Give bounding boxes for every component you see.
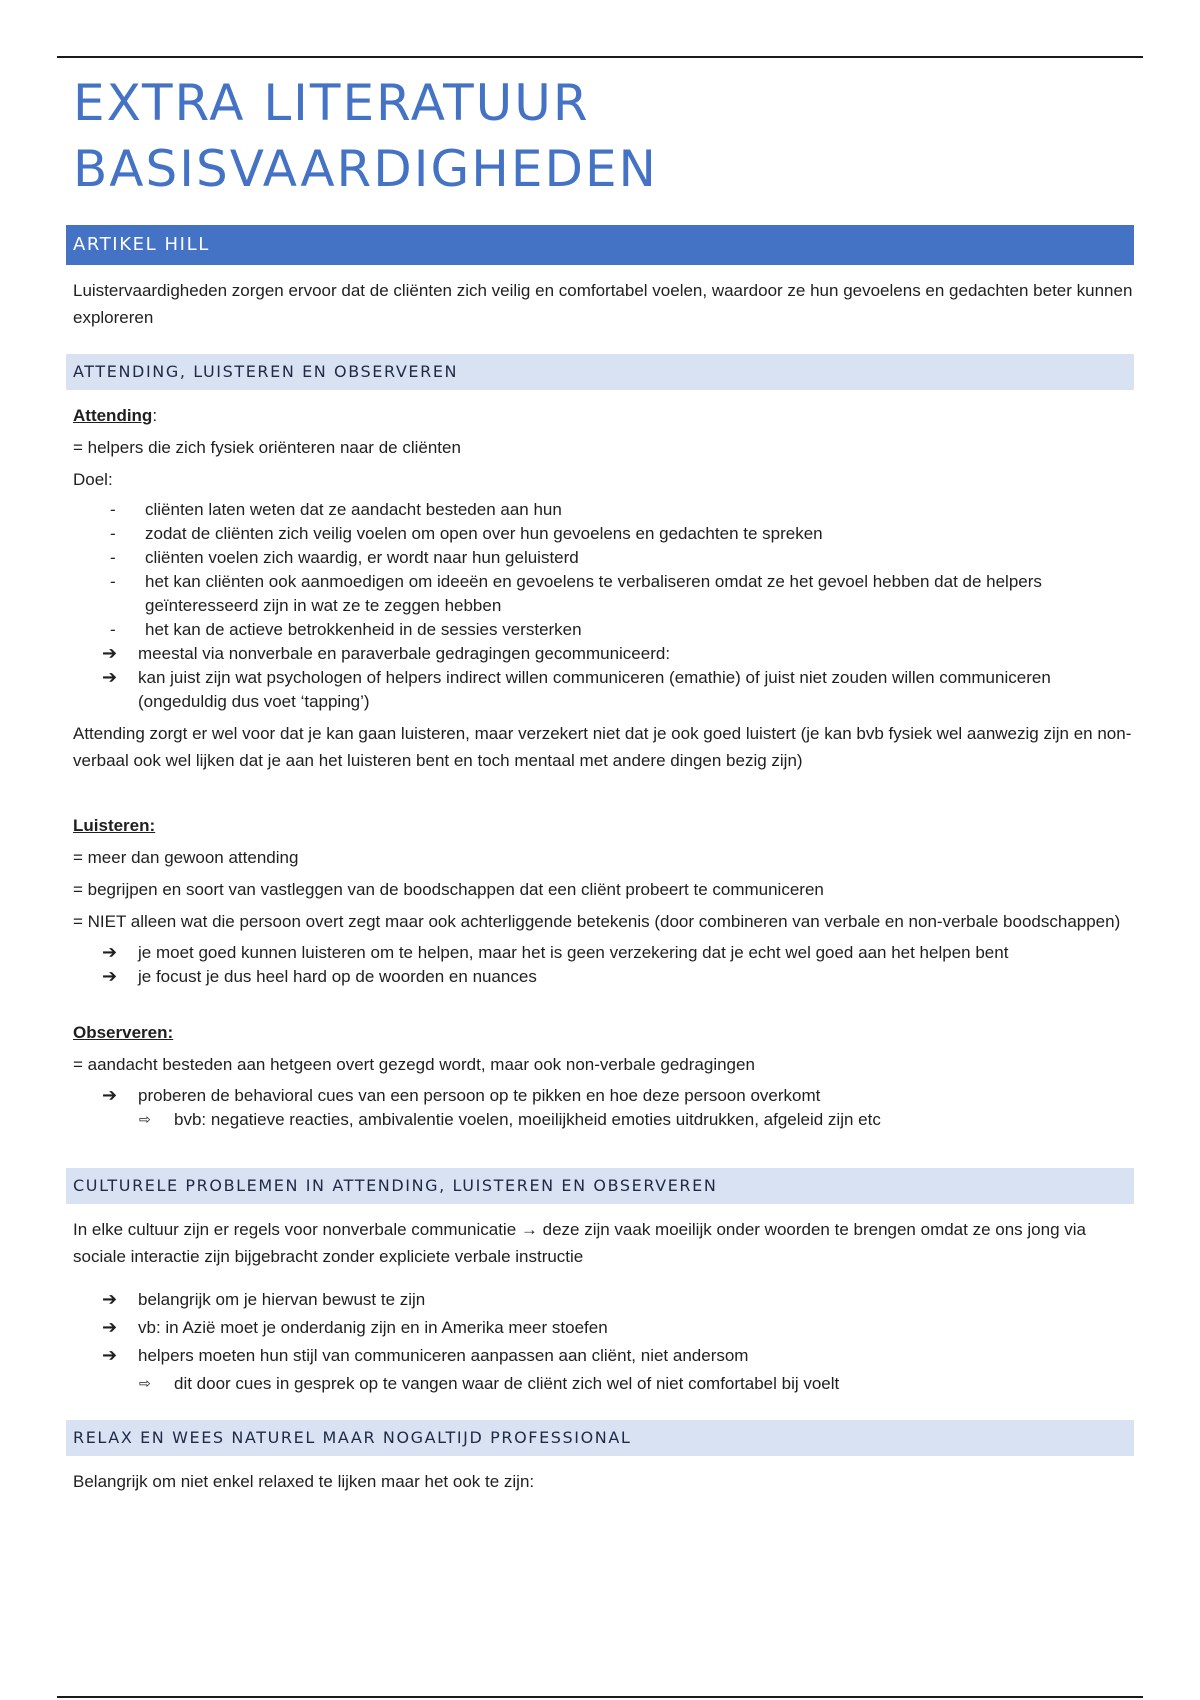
list-item: - zodat de cliënten zich veilig voelen om open over hun gevoelens en gedachten te spreken bbox=[66, 522, 1134, 546]
list-item: - cliënten voelen zich waardig, er wordt naar hun geluisterd bbox=[66, 546, 1134, 570]
dash-bullet: - bbox=[110, 524, 116, 543]
hill-intro: Luistervaardigheden zorgen ervoor dat de cliënten zich veilig en comfortabel voelen, waardoor ze hun gevoelens en gedachten beter kunnen exploreren bbox=[73, 281, 1133, 327]
attending-term-line bbox=[66, 402, 1134, 429]
heading-attending-luisteren-observeren: ATTENDING, LUISTEREN EN OBSERVEREN bbox=[66, 354, 1134, 390]
heading-relax: RELAX EN WEES NATUREL MAAR NOGALTIJD PROFESSIONAL bbox=[66, 1420, 1134, 1456]
document-title bbox=[73, 70, 1134, 202]
bottom-rule bbox=[57, 1696, 1143, 1698]
arrow-bullet-icon: ➔ bbox=[102, 643, 118, 664]
arrow-bullet-icon: ➔ bbox=[102, 1085, 118, 1106]
cultural-arrow-list bbox=[66, 1286, 1134, 1370]
list-item: ➔ meestal via nonverbale en paraverbale gedragingen gecommuniceerd: bbox=[102, 643, 671, 664]
attending-note: Attending zorgt er wel voor dat je kan gaan luisteren, maar verzekert niet dat je ook goed luistert (je kan bvb fysiek wel aanwezig zijn en non-verbaal ook wel lijken dat je aan het luisteren bent en toch mentaal met andere dingen bezig zijn) bbox=[73, 724, 1132, 770]
dash-bullet: - bbox=[110, 620, 116, 639]
observeren-term: Observeren: bbox=[73, 1023, 174, 1042]
list-item: - het kan de actieve betrokkenheid in de sessies versterken bbox=[66, 618, 1134, 642]
arrow-bullet-icon: ➔ bbox=[102, 667, 118, 688]
arrow-bullet-icon: ➔ bbox=[102, 1289, 118, 1310]
list-item: ➔ je moet goed kunnen luisteren om te helpen, maar het is geen verzekering dat je echt wel goed aan het helpen bent bbox=[102, 942, 1009, 963]
attending-term-suffix: : bbox=[152, 406, 158, 425]
title-line-2: BASISVAARDIGHEDEN bbox=[73, 140, 658, 198]
luisteren-arrow-list bbox=[66, 941, 1134, 989]
title-line-1: EXTRA LITERATUUR bbox=[73, 74, 590, 132]
arrow-bullet-icon: ➔ bbox=[102, 1317, 118, 1338]
attending-goals-list bbox=[66, 498, 1134, 642]
list-item: ➔ vb: in Azië moet je onderdanig zijn en in Amerika meer stoefen bbox=[66, 1314, 1134, 1342]
luisteren-term: Luisteren: bbox=[73, 816, 156, 835]
sub-arrow-icon: ⇨ bbox=[139, 1112, 151, 1128]
list-item: ➔ kan juist zijn wat psychologen of helpers indirect willen communiceren (emathie) of juist niet zouden willen communiceren (ongeduldig dus voet ‘tapping’) bbox=[102, 667, 1051, 711]
list-item: ➔ je focust je dus heel hard op de woorden en nuances bbox=[102, 966, 537, 987]
observeren-definition: = aandacht besteden aan hetgeen overt gezegd wordt, maar ook non-verbale gedragingen bbox=[73, 1055, 755, 1074]
heading-culturele-problemen: CULTURELE PROBLEMEN IN ATTENDING, LUISTEREN EN OBSERVEREN bbox=[66, 1168, 1134, 1204]
attending-arrow-list bbox=[66, 642, 1134, 714]
list-item: - het kan cliënten ook aanmoedigen om ideeën en gevoelens te verbaliseren omdat ze het gevoel hebben dat de helpers geïnteresseerd zijn in wat ze te zeggen hebben bbox=[110, 572, 1042, 615]
arrow-bullet-icon: ➔ bbox=[102, 942, 118, 963]
heading-artikel-hill: ARTIKEL HILL bbox=[66, 225, 1134, 265]
relax-intro: Belangrijk om niet enkel relaxed te lijken maar het ook te zijn: bbox=[73, 1472, 535, 1491]
luisteren-line-3: = NIET alleen wat die persoon overt zegt maar ook achterliggende betekenis (door combineren van verbale en non-verbale boodschappen) bbox=[73, 912, 1121, 931]
dash-bullet: - bbox=[110, 500, 116, 519]
top-rule bbox=[57, 56, 1143, 58]
dash-bullet: - bbox=[110, 572, 116, 591]
list-item: ⇨ dit door cues in gesprek op te vangen waar de cliënt zich wel of niet comfortabel bij voelt bbox=[66, 1370, 1134, 1398]
list-item: - cliënten laten weten dat ze aandacht besteden aan hun bbox=[66, 498, 1134, 522]
arrow-bullet-icon: ➔ bbox=[102, 1345, 118, 1366]
list-item: ➔ helpers moeten hun stijl van communiceren aanpassen aan cliënt, niet andersom bbox=[66, 1342, 1134, 1370]
luisteren-line-2: = begrijpen en soort van vastleggen van de boodschappen dat een cliënt probeert te communiceren bbox=[73, 880, 824, 899]
document-page bbox=[66, 70, 1134, 1495]
attending-goal-label: Doel: bbox=[73, 470, 113, 489]
dash-bullet: - bbox=[110, 548, 116, 567]
cultural-sub-list bbox=[66, 1370, 1134, 1398]
arrow-bullet-icon: ➔ bbox=[102, 966, 118, 987]
sub-arrow-icon: ⇨ bbox=[139, 1376, 151, 1392]
attending-term: Attending bbox=[73, 406, 153, 425]
attending-definition: = helpers die zich fysiek oriënteren naar de cliënten bbox=[73, 438, 461, 457]
observeren-arrow-list bbox=[66, 1084, 1134, 1108]
observeren-sub-list bbox=[66, 1108, 1134, 1132]
list-item: ⇨ bvb: negatieve reacties, ambivalentie voelen, moeilijkheid emoties uitdrukken, afgeleid zijn etc bbox=[66, 1108, 1134, 1132]
list-item: ➔ belangrijk om je hiervan bewust te zijn bbox=[66, 1286, 1134, 1314]
cultural-intro: In elke cultuur zijn er regels voor nonverbale communicatie → deze zijn vaak moeilijk onder woorden te brengen omdat ze ons jong via sociale interactie zijn bijgebracht zonder expliciete verbale instructie bbox=[73, 1220, 1086, 1266]
list-item: ➔ proberen de behavioral cues van een persoon op te pikken en hoe deze persoon overkomt bbox=[102, 1085, 821, 1106]
luisteren-line-1: = meer dan gewoon attending bbox=[73, 848, 299, 867]
